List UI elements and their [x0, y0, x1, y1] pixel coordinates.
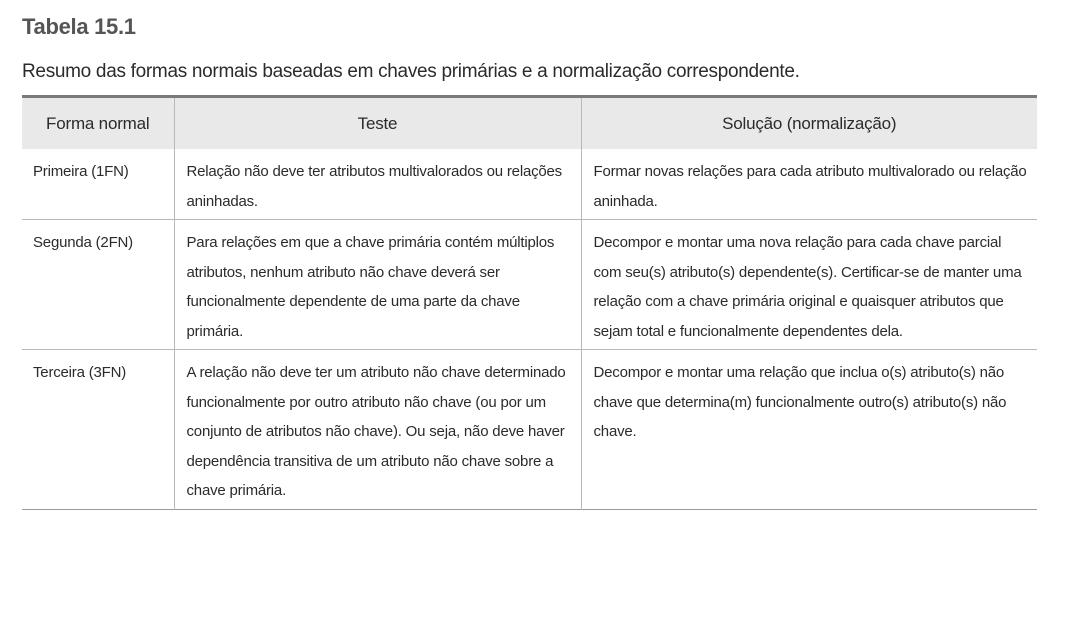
header-teste: Teste	[174, 97, 581, 150]
header-forma-normal: Forma normal	[22, 97, 174, 150]
cell-test: A relação não deve ter um atributo não chave determinado funcionalmente por outro atributo não chave (ou por um conjunto de atributos não chave). Ou seja, não deve haver dependência transitiva de um atributo não chave sobre a chave primária.	[174, 350, 581, 510]
cell-form: Terceira (3FN)	[22, 350, 174, 510]
table-row	[22, 220, 1037, 350]
cell-form: Primeira (1FN)	[33, 163, 129, 180]
cell-test: Relação não deve ter atributos multivalorados ou relações aninhadas.	[174, 149, 581, 220]
table-row	[22, 149, 1037, 220]
table-body	[22, 149, 1037, 509]
cell-form: Segunda (2FN)	[22, 220, 174, 350]
header-row	[22, 97, 1037, 150]
header-solucao: Solução (normalização)	[581, 97, 1037, 150]
cell-solution: Decompor e montar uma relação que inclua o(s) atributo(s) não chave que determina(m) funcionalmente outro(s) atributo(s) não chave.	[581, 350, 1037, 510]
table-caption-title: Tabela 15.1	[22, 14, 136, 39]
cell-test: Para relações em que a chave primária contém múltiplos atributos, nenhum atributo não chave deverá ser funcionalmente dependente de uma parte da chave primária.	[174, 220, 581, 350]
cell-solution: Formar novas relações para cada atributo multivalorado ou relação aninhada.	[581, 149, 1037, 220]
normal-forms-table	[22, 95, 1037, 510]
table-caption-description: Resumo das formas normais baseadas em chaves primárias e a normalização correspondente.	[22, 61, 800, 82]
table-row	[22, 350, 1037, 510]
table-header	[22, 97, 1037, 150]
cell-solution: Decompor e montar uma nova relação para cada chave parcial com seu(s) atributo(s) dependente(s). Certificar-se de manter uma relação com a chave primária original e quaisquer atributos que sejam total e funcionalmente dependentes dela.	[581, 220, 1037, 350]
